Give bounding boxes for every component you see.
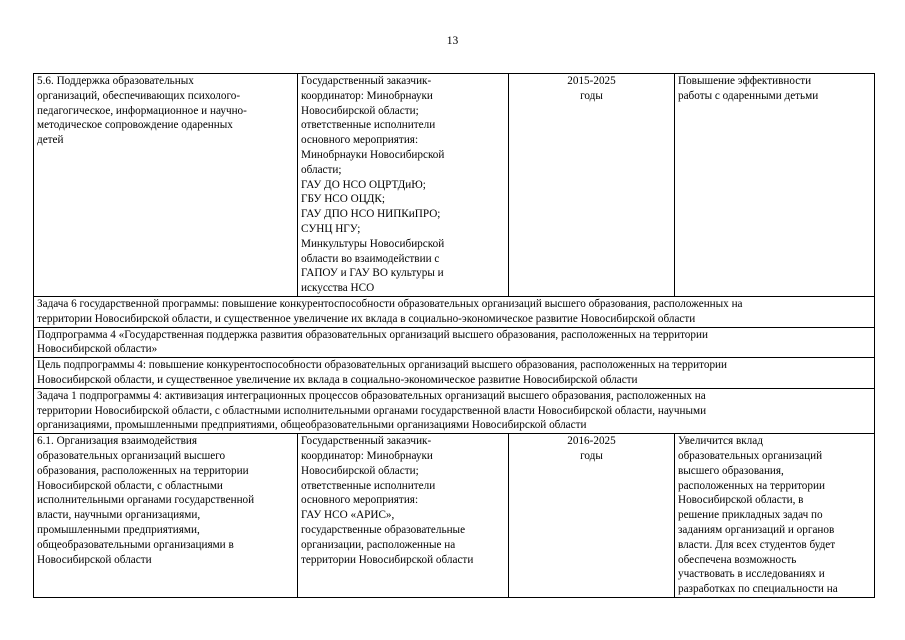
executors-cell: Государственный заказчик- координатор: Минобрнауки Новосибирской области; ответственные исполнители основного мероприятия: ГАУ НСО «АРИС», государственные образовательные организации, расположенные на территории Новосибирской области (298, 434, 509, 598)
table-row (34, 327, 875, 358)
measure-cell: 6.1. Организация взаимодействия образовательных организаций высшего образования, расположенных на территории Новосибирской области, с областными исполнительными органами государственной власти, научными организациями, промышленными предприятиями, общеобразовательными организациями в Новосибирской области (34, 434, 298, 598)
goal-subprogram-4-heading: Цель подпрограммы 4: повышение конкурентоспособности образовательных организаций высшего образования, расположенных на территории Новосибирской области, и существенное увеличение их вклада в социально-экономическое развитие Новосибирской области (34, 358, 875, 389)
executors-cell: Государственный заказчик- координатор: Минобрнауки Новосибирской области; ответственные исполнители основного мероприятия: Минобрнауки Новосибирской области; ГАУ ДО НСО ОЦРТДиЮ; ГБУ НСО ОЦДК; ГАУ ДПО НСО НИПКиПРО; СУНЦ НГУ; Минкультуры Новосибирской области во взаимодействии с ГАПОУ и ГАУ ВО культуры и искусства НСО (298, 74, 509, 297)
subprogram-4-heading: Подпрограмма 4 «Государственная поддержка развития образовательных организаций высшего образования, расположенных на территории Новосибирской области» (34, 327, 875, 358)
table-row (34, 434, 875, 598)
period-cell: 2015-2025 годы (509, 74, 675, 297)
task-1-subprogram-4-heading: Задача 1 подпрограммы 4: активизация интеграционных процессов образовательных организаций высшего образования, расположенных на территории Новосибирской области, с областными исполнительными органами государственной власти Новосибирской области, научными организациями, промышленными предприятиями, общеобразовательными организациями Новосибирской области (34, 388, 875, 433)
table-row (34, 74, 875, 297)
table-row (34, 388, 875, 433)
period-cell: 2016-2025 годы (509, 434, 675, 598)
table-row (34, 297, 875, 328)
result-cell: Увеличится вклад образовательных организаций высшего образования, расположенных на территории Новосибирской области, в решение прикладных задач по заданиям организаций и органов власти. Для всех студентов будет обеспечена возможность участвовать в исследованиях и разработках по специальности на (675, 434, 875, 598)
task-6-heading: Задача 6 государственной программы: повышение конкурентоспособности образовательных организаций высшего образования, расположенных на территории Новосибирской области, и существенное увеличение их вклада в социально-экономическое развитие Новосибирской области (34, 297, 875, 328)
page-number: 13 (446, 35, 459, 47)
result-cell: Повышение эффективности работы с одаренными детьми (675, 74, 875, 297)
measure-cell: 5.6. Поддержка образовательных организаций, обеспечивающих психолого- педагогическое, информационное и научно- методическое сопровождение одаренных детей (34, 74, 298, 297)
table-row (34, 358, 875, 389)
measures-table (33, 73, 875, 598)
